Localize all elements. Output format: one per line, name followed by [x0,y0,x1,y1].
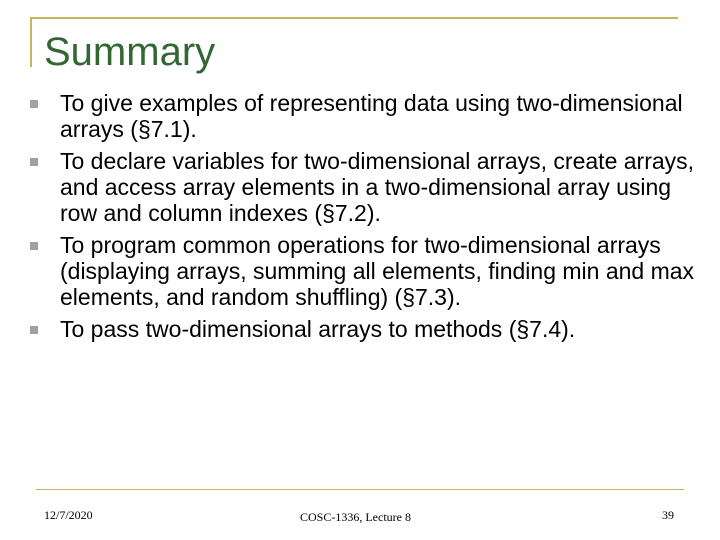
bullet-list [30,90,700,342]
bullet-text: To pass two-dimensional arrays to methods (§7.4). [60,316,576,342]
slide-title: Summary [44,30,216,74]
square-bullet-icon [30,100,38,108]
bullet-item [30,90,700,142]
title-frame-left-rule [30,17,32,67]
footer-course: COSC-1336, Lecture 8 [300,510,411,524]
footer-rule [36,489,684,490]
bullet-item [30,316,700,342]
square-bullet-icon [30,158,38,166]
footer-date: 12/7/2020 [44,508,93,522]
title-frame-top-rule [30,17,678,19]
bullet-text: To give examples of representing data using two-dimensional arrays (§7.1). [60,90,683,142]
bullet-text: To declare variables for two-dimensional arrays, create arrays, and access array elements in a two-dimensional array using row and column indexes (§7.2). [60,148,695,226]
bullet-item [30,148,700,226]
square-bullet-icon [30,242,38,250]
bullet-item [30,232,700,310]
square-bullet-icon [30,326,38,334]
bullet-text: To program common operations for two-dimensional arrays (displaying arrays, summing all elements, finding min and max elements, and random shuffling) (§7.3). [60,232,695,310]
footer-page-number: 39 [662,508,674,522]
